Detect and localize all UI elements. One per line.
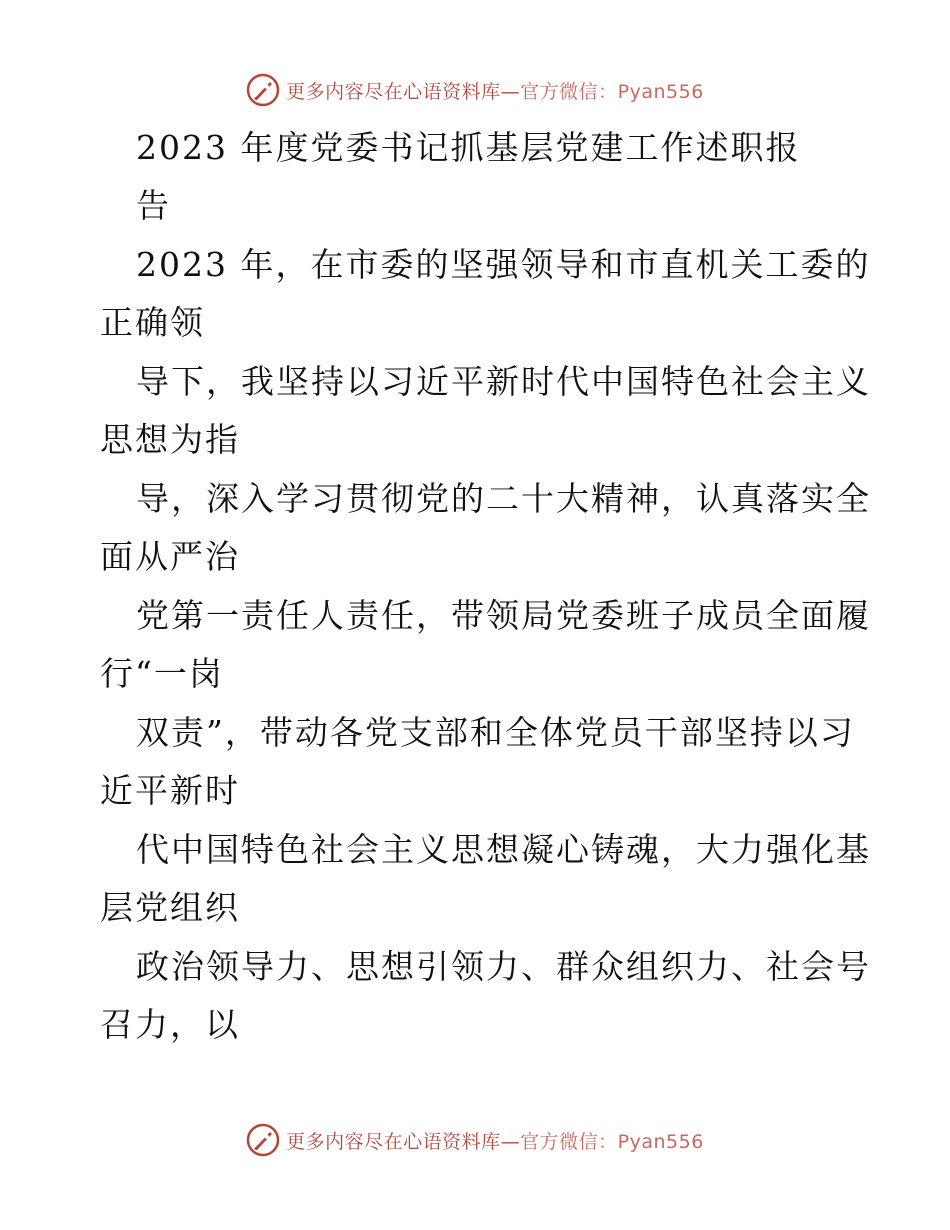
paragraph-line-10: 近平新时: [100, 771, 240, 810]
header-banner-text: [286, 77, 704, 104]
paragraph-line-5: 导，深入学习贯彻党的二十大精神，认真落实全: [136, 479, 871, 518]
document-title-line-1: 2023 年度党委书记抓基层党建工作述职报: [136, 128, 801, 167]
footer-banner-text: [286, 1127, 704, 1154]
paragraph-line-12: 层党组织: [100, 888, 240, 927]
paragraph-line-7: 党第一责任人责任，带领局党委班子成员全面履: [136, 596, 871, 635]
paragraph-line-14: 召力，以: [100, 1005, 240, 1044]
header-banner-main: 更多内容尽在心语资料库: [286, 80, 501, 103]
footer-banner: [0, 1120, 950, 1160]
paragraph-line-8: 行“一岗: [100, 654, 224, 693]
document-title-line-2: 告: [136, 186, 171, 225]
paragraph-line-9: 双责”，带动各党支部和全体党员干部坚持以习: [136, 713, 855, 752]
header-banner: [0, 70, 950, 110]
paragraph-line-11: 代中国特色社会主义思想凝心铸魂，大力强化基: [136, 830, 871, 869]
paragraph-line-13: 政治领导力、思想引领力、群众组织力、社会号: [136, 947, 871, 986]
paragraph-line-6: 面从严治: [100, 537, 240, 576]
paragraph-line-2: 正确领: [100, 303, 205, 342]
paragraph-line-4: 思想为指: [100, 420, 240, 459]
header-banner-wechat: 官方微信：Pyan556: [520, 80, 704, 103]
quill-pen-logo-icon: [246, 73, 280, 107]
footer-banner-main: 更多内容尽在心语资料库: [286, 1130, 501, 1153]
footer-banner-wechat: 官方微信：Pyan556: [520, 1130, 704, 1153]
quill-pen-logo-icon: [246, 1123, 280, 1157]
footer-banner-separator: —: [500, 1130, 521, 1153]
paragraph-line-1: 2023 年，在市委的坚强领导和市直机关工委的: [136, 245, 871, 284]
paragraph-line-3: 导下，我坚持以习近平新时代中国特色社会主义: [136, 362, 871, 401]
header-banner-separator: —: [500, 80, 521, 103]
